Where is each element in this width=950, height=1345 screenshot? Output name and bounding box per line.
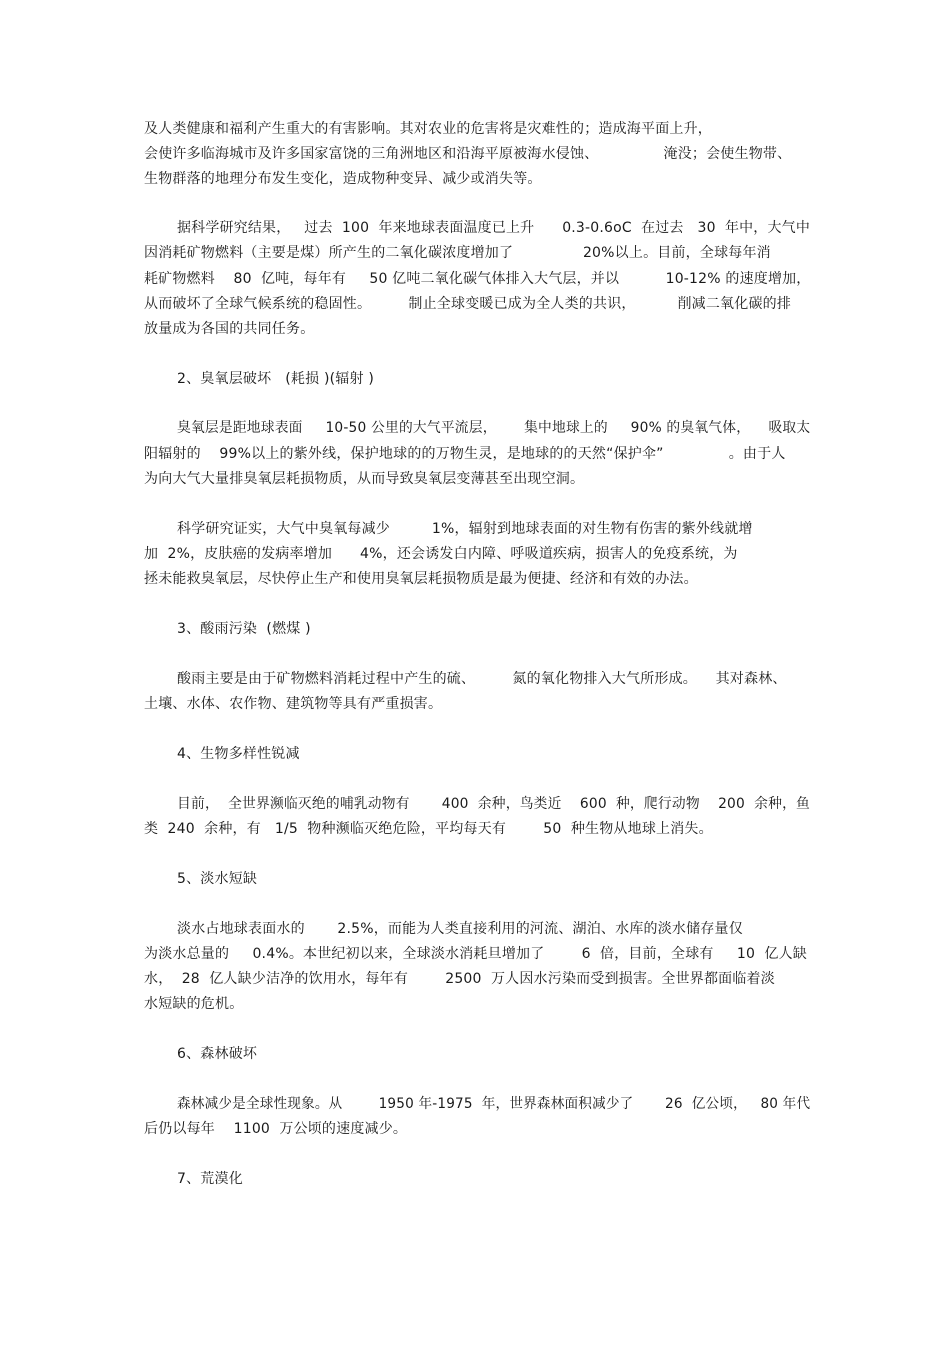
paragraph-line: 水短缺的危机。 [144,996,244,1012]
paragraph-line: 生物群落的地理分布发生变化，造成物种变异、减少或消失等。 [144,171,542,187]
paragraph-line: 阳辐射的 99%以上的紫外线，保护地球的的万物生灵，是地球的的天然“保护伞” 。由于人 [144,446,786,462]
paragraph-line: 科学研究证实，大气中臭氧每减少 1%，辐射到地球表面的对生物有伤害的紫外线就增 [177,521,753,537]
paragraph-line: 森林减少是全球性现象。从 1950 年-1975 年，世界森林面积减少了 26 亿公顷， 80 年代 [177,1096,811,1112]
paragraph-line: 酸雨主要是由于矿物燃料消耗过程中产生的硫、 氮的氧化物排入大气所形成。 其对森林、 [177,671,787,687]
paragraph-line: 水， 28 亿人缺少洁净的饮用水，每年有 2500 万人因水污染而受到损害。全世界都面临着淡 [144,971,775,987]
paragraph-line: 放量成为各国的共同任务。 [144,321,315,337]
paragraph-line: 及人类健康和福利产生重大的有害影响。其对农业的危害将是灾难性的；造成海平面上升， [144,121,712,137]
section-heading: 6、森林破坏 [177,1046,258,1062]
paragraph-line: 类 240 余种，有 1/5 物种濒临灭绝危险，平均每天有 50 种生物从地球上消失。 [144,821,713,837]
paragraph-line: 会使许多临海城市及许多国家富饶的三角洲地区和沿海平原被海水侵蚀、 淹没；会使生物带、 [144,146,792,162]
section-heading: 4、生物多样性锐减 [177,746,300,762]
paragraph-line: 目前， 全世界濒临灭绝的哺乳动物有 400 余种，鸟类近 600 种，爬行动物 200 余种，鱼 [177,796,811,812]
section-heading: 5、淡水短缺 [177,871,258,887]
section-heading: 7、荒漠化 [177,1171,243,1187]
paragraph-line: 臭氧层是距地球表面 10-50 公里的大气平流层， 集中地球上的 90% 的臭氧气体， 吸取太 [177,420,811,436]
section-heading: 2、臭氧层破坏 (耗损 )(辐射 ) [177,371,375,387]
paragraph-line: 土壤、水体、农作物、建筑物等具有严重损害。 [144,696,443,712]
paragraph-line: 因消耗矿物燃料（主要是煤）所产生的二氧化碳浓度增加了 20%以上。目前，全球每年消 [144,245,771,261]
section-heading: 3、酸雨污染 (燃煤 ) [177,621,311,637]
paragraph-line: 淡水占地球表面水的 2.5%，而能为人类直接利用的河流、湖泊、水库的淡水储存量仅 [177,921,743,937]
paragraph-line: 为淡水总量的 0.4%。本世纪初以来，全球淡水消耗旦增加了 6 倍，目前，全球有 10 亿人缺 [144,946,807,962]
paragraph-line: 加 2%，皮肤癌的发病率增加 4%，还会诱发白内障、呼吸道疾病，损害人的免疫系统，为 [144,546,738,562]
paragraph-line: 从而破坏了全球气候系统的稳固性。 制止全球变暖已成为全人类的共识， 削减二氧化碳的排 [144,296,792,312]
paragraph-line: 耗矿物燃料 80 亿吨，每年有 50 亿吨二氧化碳气体排入大气层，并以 10-12% 的速度增加， [144,271,811,287]
paragraph-line: 为向大气大量排臭氧层耗损物质，从而导致臭氧层变薄甚至出现空洞。 [144,471,585,487]
paragraph-line: 后仍以每年 1100 万公顷的速度减少。 [144,1121,408,1137]
paragraph-line: 拯未能救臭氧层，尽快停止生产和使用臭氧层耗损物质是最为便捷、经济和有效的办法。 [144,571,698,587]
paragraph-line: 据科学研究结果， 过去 100 年来地球表面温度已上升 0.3-0.6oC 在过去 30 年中，大气中 [177,220,810,236]
